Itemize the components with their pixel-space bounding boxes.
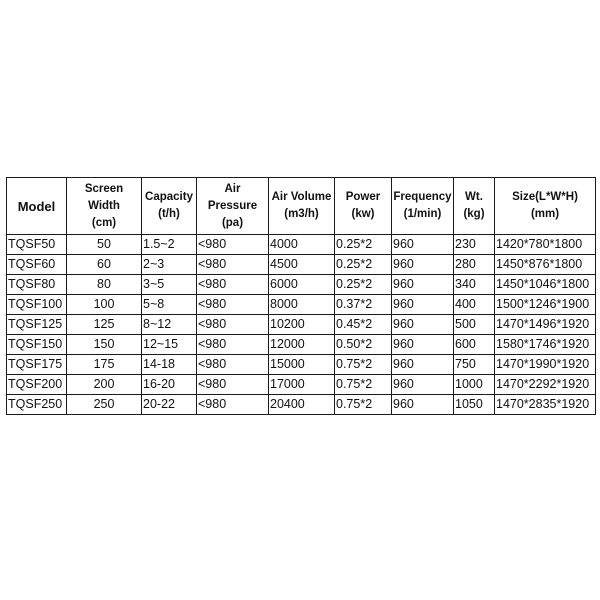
cell-power: 0.50*2 [335, 335, 392, 355]
header-unit: (cm) [91, 216, 117, 229]
header-text: Air [224, 182, 241, 195]
cell-model: TQSF60 [7, 255, 67, 275]
cell-frequency: 960 [392, 395, 454, 415]
cell-frequency: 960 [392, 335, 454, 355]
table-row [7, 315, 596, 335]
header-text: Wt. [465, 191, 483, 203]
cell-weight: 600 [454, 335, 495, 355]
cell-screen-width: 200 [67, 375, 142, 395]
header-weight [454, 178, 495, 235]
cell-model: TQSF50 [7, 235, 67, 255]
cell-capacity: 12~15 [142, 335, 197, 355]
cell-capacity: 3~5 [142, 275, 197, 295]
cell-size: 1470*1990*1920 [495, 355, 596, 375]
cell-size: 1450*1046*1800 [495, 275, 596, 295]
cell-power: 0.75*2 [335, 375, 392, 395]
cell-capacity: 20-22 [142, 395, 197, 415]
cell-screen-width: 100 [67, 295, 142, 315]
cell-capacity: 16-20 [142, 375, 197, 395]
header-model [7, 178, 67, 235]
cell-screen-width: 80 [67, 275, 142, 295]
cell-weight: 1000 [454, 375, 495, 395]
cell-model: TQSF250 [7, 395, 67, 415]
cell-size: 1420*780*1800 [495, 235, 596, 255]
cell-size: 1470*1496*1920 [495, 315, 596, 335]
cell-weight: 1050 [454, 395, 495, 415]
cell-model: TQSF175 [7, 355, 67, 375]
header-air-pressure [197, 178, 269, 235]
cell-air-pressure: <980 [197, 275, 269, 295]
cell-air-pressure: <980 [197, 375, 269, 395]
cell-air-pressure: <980 [197, 355, 269, 375]
cell-air-volume: 10200 [269, 315, 335, 335]
cell-model: TQSF100 [7, 295, 67, 315]
cell-frequency: 960 [392, 295, 454, 315]
cell-power: 0.25*2 [335, 235, 392, 255]
table-row [7, 275, 596, 295]
cell-power: 0.37*2 [335, 295, 392, 315]
cell-weight: 750 [454, 355, 495, 375]
cell-weight: 230 [454, 235, 495, 255]
cell-frequency: 960 [392, 235, 454, 255]
header-unit: (t/h) [158, 208, 180, 220]
cell-air-volume: 4000 [269, 235, 335, 255]
cell-air-volume: 17000 [269, 375, 335, 395]
cell-air-volume: 20400 [269, 395, 335, 415]
header-text: Screen [84, 182, 124, 195]
cell-size: 1450*876*1800 [495, 255, 596, 275]
table-row [7, 355, 596, 375]
cell-capacity: 8~12 [142, 315, 197, 335]
table-row [7, 295, 596, 315]
cell-screen-width: 60 [67, 255, 142, 275]
cell-frequency: 960 [392, 355, 454, 375]
cell-screen-width: 125 [67, 315, 142, 335]
cell-model: TQSF125 [7, 315, 67, 335]
header-size [495, 178, 596, 235]
header-air-volume [269, 178, 335, 235]
header-text: Power [345, 191, 381, 203]
header-text: Width [88, 199, 120, 212]
header-unit: (pa) [221, 216, 244, 229]
cell-weight: 400 [454, 295, 495, 315]
cell-air-volume: 15000 [269, 355, 335, 375]
header-row [7, 178, 596, 235]
cell-air-volume: 8000 [269, 295, 335, 315]
header-screen-width [67, 178, 142, 235]
cell-capacity: 2~3 [142, 255, 197, 275]
header-text: Air Volume [271, 191, 332, 203]
cell-weight: 340 [454, 275, 495, 295]
header-frequency [392, 178, 454, 235]
cell-capacity: 1.5~2 [142, 235, 197, 255]
header-unit: (mm) [530, 208, 560, 220]
cell-frequency: 960 [392, 375, 454, 395]
cell-air-pressure: <980 [197, 255, 269, 275]
cell-air-pressure: <980 [197, 315, 269, 335]
header-text: Size(L*W*H) [512, 191, 578, 203]
header-text: Pressure [207, 199, 258, 212]
cell-screen-width: 250 [67, 395, 142, 415]
cell-screen-width: 175 [67, 355, 142, 375]
table-row [7, 255, 596, 275]
header-unit: (kw) [351, 208, 375, 220]
cell-air-pressure: <980 [197, 295, 269, 315]
cell-model: TQSF200 [7, 375, 67, 395]
spec-table [6, 177, 596, 415]
cell-screen-width: 50 [67, 235, 142, 255]
cell-size: 1580*1746*1920 [495, 335, 596, 355]
cell-capacity: 5~8 [142, 295, 197, 315]
cell-air-pressure: <980 [197, 235, 269, 255]
cell-air-pressure: <980 [197, 335, 269, 355]
table-row [7, 235, 596, 255]
cell-air-volume: 4500 [269, 255, 335, 275]
cell-size: 1500*1246*1900 [495, 295, 596, 315]
cell-frequency: 960 [392, 255, 454, 275]
header-unit: (m3/h) [284, 208, 319, 220]
cell-size: 1470*2835*1920 [495, 395, 596, 415]
cell-size: 1470*2292*1920 [495, 375, 596, 395]
header-text: Model [17, 198, 56, 214]
cell-air-volume: 12000 [269, 335, 335, 355]
cell-power: 0.75*2 [335, 395, 392, 415]
cell-model: TQSF80 [7, 275, 67, 295]
table-row [7, 375, 596, 395]
cell-air-pressure: <980 [197, 395, 269, 415]
header-text: Capacity [145, 191, 193, 203]
cell-power: 0.75*2 [335, 355, 392, 375]
cell-power: 0.45*2 [335, 315, 392, 335]
table-row [7, 335, 596, 355]
cell-model: TQSF150 [7, 335, 67, 355]
cell-frequency: 960 [392, 275, 454, 295]
header-capacity [142, 178, 197, 235]
cell-weight: 280 [454, 255, 495, 275]
cell-frequency: 960 [392, 315, 454, 335]
header-unit: (1/min) [403, 208, 442, 220]
cell-screen-width: 150 [67, 335, 142, 355]
table-row [7, 395, 596, 415]
cell-power: 0.25*2 [335, 275, 392, 295]
header-power [335, 178, 392, 235]
cell-weight: 500 [454, 315, 495, 335]
cell-air-volume: 6000 [269, 275, 335, 295]
cell-power: 0.25*2 [335, 255, 392, 275]
header-unit: (kg) [463, 208, 485, 220]
cell-capacity: 14-18 [142, 355, 197, 375]
header-text: Frequency [393, 191, 452, 203]
